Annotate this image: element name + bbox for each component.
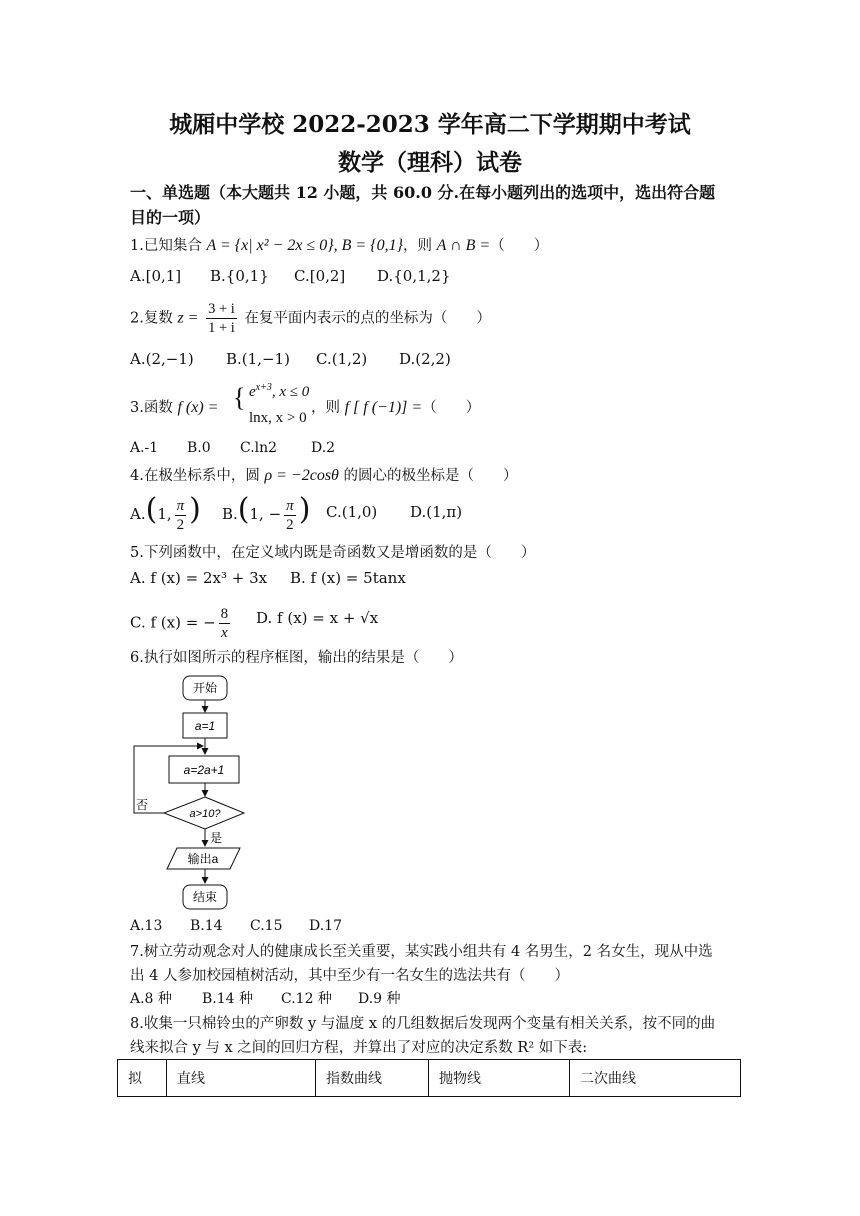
q4-option-d: D.(1,π) — [410, 503, 463, 521]
q5-option-c — [130, 605, 233, 642]
q5-opt-c-den: x — [221, 625, 228, 641]
q3-option-b: B.0 — [187, 440, 211, 456]
question-4 — [130, 464, 518, 485]
q3-expr: f [ f (−1)] = — [344, 399, 423, 416]
q4-tail: 的圆心的极坐标是（ ） — [343, 468, 518, 484]
question-5: 5.下列函数中，在定义域内既是奇函数又是增函数的是（ ） — [130, 545, 536, 561]
question-2 — [130, 300, 491, 337]
section-heading-cont: 目的一项） — [130, 208, 211, 227]
q7-option-d: D.9 种 — [358, 991, 401, 1007]
paren-close: ) — [189, 492, 201, 527]
q3-brace: { — [233, 383, 246, 412]
flow-output-label: 输出a — [187, 852, 219, 866]
q6-option-c: C.15 — [250, 918, 283, 934]
q1-set-b: , B = {0,1} — [333, 237, 403, 254]
q4-option-a — [130, 492, 201, 534]
q1-set-a: A = {x| x² − 2x ≤ 0} — [206, 237, 334, 254]
q2-tail: 在复平面内表示的点的坐标为（ ） — [244, 310, 491, 327]
q4-opt-a-den: 2 — [176, 516, 185, 533]
table-cell: 指数曲线 — [316, 1060, 429, 1097]
q2-denominator: 1 + i — [208, 320, 235, 336]
q1-option-d: D.{0,1,2} — [377, 267, 451, 285]
flow-no-label: 否 — [136, 798, 149, 812]
q3-lead-block — [130, 396, 218, 417]
q5-option-d: D. f (x) = x + √x — [256, 609, 379, 627]
q3-rest — [311, 396, 480, 417]
question-7-line-2: 出 4 人参加校园植树活动，其中至少有一名女生的选法共有（ ） — [130, 968, 569, 984]
q3-tail: （ ） — [422, 400, 481, 416]
question-8-line-2: 线来拟合 y 与 x 之间的回归方程，并算出了对应的决定系数 R² 如下表: — [130, 1040, 588, 1056]
q5-opt-c-frac — [219, 605, 231, 642]
q1-option-a: A.[0,1] — [130, 267, 182, 285]
q4-opt-b-num: π — [286, 497, 294, 514]
q3-mid: ，则 — [311, 400, 340, 416]
q4-opt-a-before: 1, — [157, 505, 172, 523]
q4-opt-a-frac — [175, 497, 187, 534]
q1-option-c: C.[0,2] — [294, 267, 346, 285]
q1-lead: 1.已知集合 — [130, 238, 202, 254]
q3-option-a: A.-1 — [130, 440, 159, 456]
table-cell: 直线 — [167, 1060, 316, 1097]
flow-update-label: a=2a+1 — [183, 763, 225, 777]
q7-option-b: B.14 种 — [202, 991, 254, 1007]
table-cell: 二次曲线 — [570, 1060, 741, 1097]
q3-option-d: D.2 — [311, 440, 336, 456]
q4-option-c: C.(1,0) — [326, 503, 378, 521]
q5-opt-c-num: 8 — [220, 606, 229, 622]
flow-start-label: 开始 — [192, 681, 218, 695]
q2-numerator: 3 + i — [208, 301, 235, 317]
q4-lead: 4.在极坐标系中，圆 — [130, 468, 260, 484]
flow-condition-label: a>10? — [189, 808, 221, 820]
q3-case1-rest: , x ≤ 0 — [271, 384, 310, 400]
q3-option-c: C.ln2 — [240, 440, 278, 456]
q2-option-c: C.(1,2) — [316, 350, 368, 368]
q7-option-a: A.8 种 — [130, 991, 172, 1007]
question-7-line-1: 7.树立劳动观念对人的健康成长至关重要，某实践小组共有 4 名男生，2 名女生，现从中选 — [130, 944, 713, 960]
q2-option-a: A.(2,−1) — [130, 350, 194, 368]
q4-opt-b-frac — [284, 497, 296, 534]
q3-case1-exp: x+3 — [255, 382, 272, 393]
q3-lead: 3.函数 — [130, 400, 173, 416]
paren-open: ( — [237, 492, 250, 527]
flowchart — [120, 668, 260, 916]
q4-opt-b-label: B. — [222, 505, 238, 523]
q2-option-d: D.(2,2) — [399, 350, 451, 368]
q3-case1-base: e — [249, 384, 256, 400]
q2-fraction — [206, 300, 237, 337]
flow-end-label: 结束 — [192, 890, 218, 904]
regression-table — [117, 1059, 741, 1097]
q4-opt-b-before: 1, − — [249, 505, 282, 523]
q3-case-1 — [249, 382, 309, 401]
table-row — [118, 1060, 741, 1097]
paren-close: ) — [298, 492, 311, 527]
q4-opt-a-num: π — [176, 497, 185, 514]
q7-option-c: C.12 种 — [281, 991, 332, 1007]
q2-option-b: B.(1,−1) — [226, 350, 290, 368]
q3-lhs: f (x) = — [177, 399, 219, 416]
q5-opt-c-label: C. f (x) = − — [130, 613, 216, 632]
q1-expr: A ∩ B = — [436, 237, 491, 254]
question-1 — [130, 234, 548, 255]
q6-option-a: A.13 — [130, 918, 163, 934]
question-8-line-1: 8.收集一只棉铃虫的产卵数 y 与温度 x 的几组数据后发现两个变量有相关关系，按不同的曲 — [130, 1016, 716, 1032]
q4-opt-a-label: A. — [130, 505, 146, 523]
q4-expr: ρ = −2cosθ — [264, 467, 339, 484]
q5-option-b: B. f (x) = 5tanx — [290, 569, 406, 587]
paren-open: ( — [145, 492, 158, 527]
q2-lead: 2.复数 — [130, 310, 173, 327]
flow-init-label: a=1 — [194, 719, 216, 733]
q6-option-d: D.17 — [309, 918, 342, 934]
flow-yes-label: 是 — [210, 831, 223, 845]
q5-option-a: A. f (x) = 2x³ + 3x — [130, 569, 268, 587]
q4-opt-b-den: 2 — [286, 516, 294, 533]
q1-tail: （ ） — [490, 238, 549, 254]
q1-option-b: B.{0,1} — [210, 267, 269, 285]
q6-option-b: B.14 — [190, 918, 223, 934]
q1-mid: ，则 — [402, 238, 432, 254]
question-6: 6.执行如图所示的程序框图，输出的结果是（ ） — [130, 650, 463, 666]
table-cell: 拟 — [118, 1060, 167, 1097]
q2-lhs: z = — [177, 309, 199, 327]
q4-option-b — [222, 492, 310, 534]
page-subtitle: 数学（理科）试卷 — [338, 149, 522, 176]
section-heading: 一、单选题（本大题共 12 小题，共 60.0 分.在每小题列出的选项中，选出符合题 — [130, 183, 716, 202]
table-cell: 抛物线 — [429, 1060, 570, 1097]
page-title: 城厢中学校 2022-2023 学年高二下学期期中考试 — [169, 111, 691, 138]
q3-case-2: lnx, x > 0 — [249, 410, 307, 426]
